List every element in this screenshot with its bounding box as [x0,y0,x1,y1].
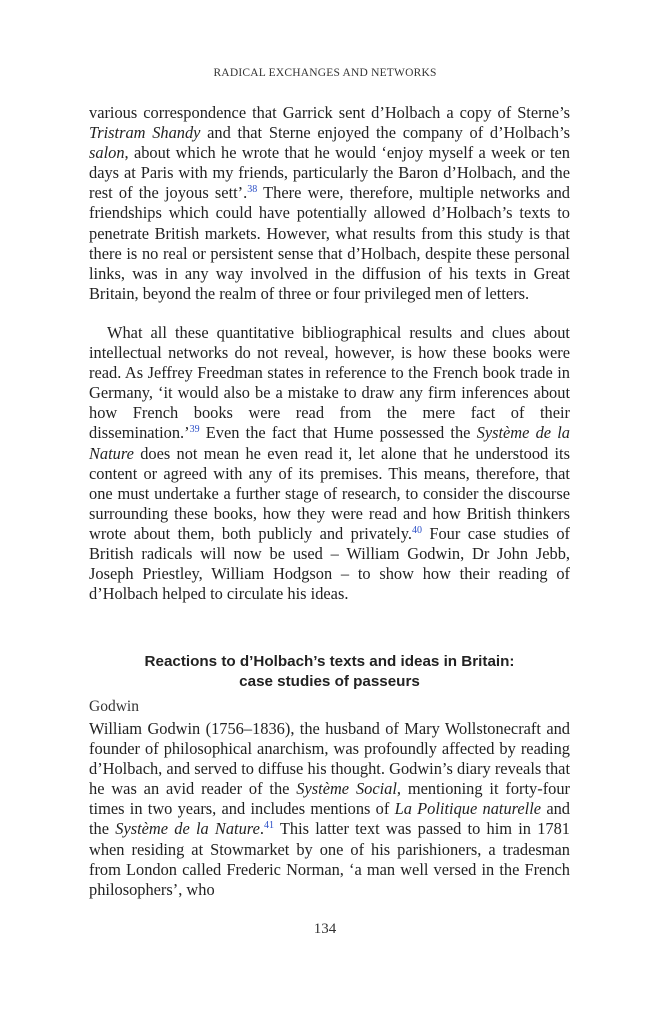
text-run: various correspondence that Garrick sent d’Holbach a copy of Sterne’s [89,103,570,122]
running-head: RADICAL EXCHANGES AND NETWORKS [213,67,437,79]
italic-title: Système de la Nature [89,423,570,463]
text-run: This latter text was passed to him in 1781 when residing at Stowmarket by one of his parishioners, a tradesman from London called Frederic Norman, ‘a man well versed in the French philosophers’, who [89,819,570,899]
footnote-ref-41[interactable]: 41 [263,820,274,832]
paragraph [89,103,570,304]
section-heading-line-1: Reactions to d’Holbach’s texts and ideas in Britain: [144,653,515,670]
footnote-ref-39[interactable]: 39 [189,424,200,436]
subheading-godwin: Godwin [89,698,139,715]
paragraph-reading [89,323,570,604]
text-run: William Godwin (1756–1836), the husband of Mary Wollstonecraft and founder of philosophical anarchism, was profoundly affected by reading d’Holbach, and served to diffuse his thought. Godwin’s diary reveals that he was an avid reader of the [89,719,570,799]
section-heading-line-2: case studies of passeurs [239,673,420,690]
italic-title: Système de la Nature [115,819,260,839]
text-run: and that Sterne enjoyed the company of d’Holbach’s [200,123,570,143]
text-run: There were, therefore, multiple networks and friendships which could have potentially allowed d’Holbach’s texts to penetrate British markets. However, what results from this study is that there is no real or persistent sense that d’Holbach, despite these personal links, was in any way involved in the diffusion of his texts in Great Britain, beyond the realm of three or four privileged men of letters. [89,183,571,303]
paragraph [89,323,570,604]
paragraph [89,719,570,900]
text-run: What all these quantitative bibliographical results and clues about intellectual networks do not reveal, however, is how these books were read. As Jeffrey Freedman states in reference to the French book trade in Germany, ‘it would also be a mistake to draw any firm inferences about how French books were read from the mere fact of their dissemination.’ [89,323,570,443]
italic-term: salon [89,143,125,163]
italic-title: Tristram Shandy [89,123,201,143]
text-run: does not mean he even read it, let alone that he understood its content or agreed with any of its premises. This means, therefore, that one must undertake a further stage of research, to consider the discourse surrounding these books, how they were read and how British thinkers wrote about them, both publicly and privately. [89,443,570,543]
section-heading [89,652,570,692]
paragraph-godwin [89,719,570,900]
page-number: 134 [313,921,337,937]
text-run: and the [89,799,570,839]
text-run: , about which he wrote that he would ‘enjoy myself a week or ten days at Paris with my friends, particularly the Baron d’Holbach, and the rest of the joyous sett’. [89,143,570,203]
text-run: , mentioning it forty-four times in two years, and includes mentions of [89,779,570,819]
text-run: Even the fact that Hume possessed the [199,423,477,443]
paragraph-continuation [89,103,570,304]
italic-title: Système Social [296,779,397,799]
text-run: Four case studies of British radicals will now be used – William Godwin, Dr John Jebb, Joseph Priestley, William Hodgson – to show how their reading of d’Holbach helped to circulate his ideas. [89,523,570,604]
footnote-ref-40[interactable]: 40 [411,524,422,536]
footnote-ref-38[interactable]: 38 [247,184,258,196]
italic-title: La Politique naturelle [394,799,542,819]
text-run: . [259,819,264,839]
